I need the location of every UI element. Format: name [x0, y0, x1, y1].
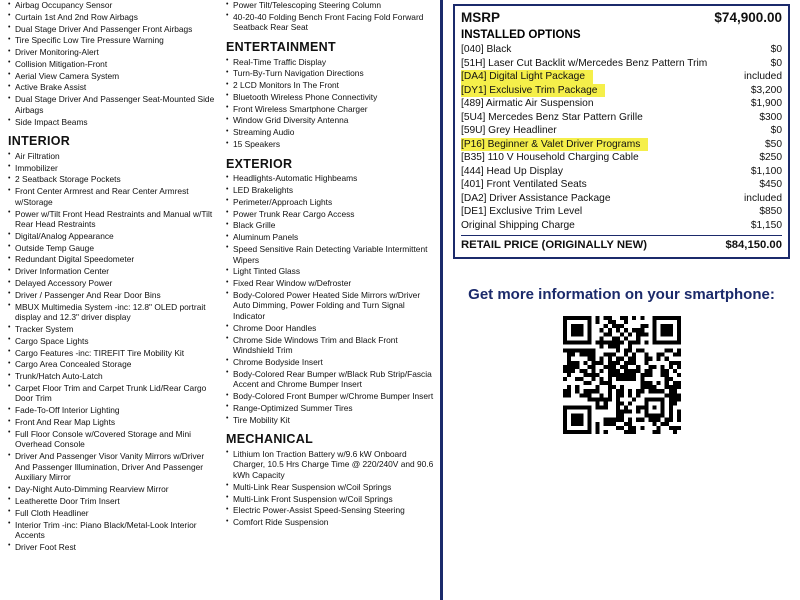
section-heading: ENTERTAINMENT [226, 39, 336, 54]
feature-item: • Full Cloth Headliner [8, 508, 216, 519]
feature-item: • Light Tinted Glass [226, 266, 434, 277]
feature-item: • Tracker System [8, 324, 216, 335]
option-row [461, 43, 782, 57]
feature-list [226, 449, 434, 528]
feature-item: • Real-Time Traffic Display [226, 57, 434, 68]
feature-item: • Driver Foot Rest [8, 542, 216, 553]
feature-list [226, 57, 434, 150]
feature-item: • Front Center Armrest and Rear Center Armrest w/Storage [8, 186, 216, 207]
section-heading: INTERIOR [8, 134, 71, 149]
option-row [461, 70, 782, 84]
feature-item: • Active Brake Assist [8, 82, 216, 93]
price-divider [461, 235, 782, 236]
feature-item: • Electric Power-Assist Speed-Sensing Steering [226, 505, 434, 516]
option-row [461, 192, 782, 206]
feature-item: • Tire Specific Low Tire Pressure Warning [8, 35, 216, 46]
option-label: [DA4] Digital Light Package [461, 70, 593, 84]
feature-item: • Chrome Bodyside Insert [226, 357, 434, 368]
option-row [461, 138, 782, 152]
feature-item: • Air Filtration [8, 151, 216, 162]
option-price: $850 [759, 206, 782, 217]
feature-item: • Redundant Digital Speedometer [8, 254, 216, 265]
feature-item: • Interior Trim -inc: Piano Black/Metal-Look Interior Accents [8, 520, 216, 541]
price-box [453, 4, 790, 259]
option-label: [DE1] Exclusive Trim Level [461, 206, 583, 217]
option-label: [DA2] Driver Assistance Package [461, 192, 611, 204]
feature-item: • Cargo Space Lights [8, 336, 216, 347]
feature-item: • Chrome Door Handles [226, 323, 434, 334]
option-row [461, 84, 782, 98]
feature-item: • Comfort Ride Suspension [226, 517, 434, 528]
feature-item: • Day-Night Auto-Dimming Rearview Mirror [8, 484, 216, 495]
feature-item: • Collision Mitigation-Front [8, 59, 216, 70]
feature-item: • Airbag Occupancy Sensor [8, 0, 216, 11]
option-price: included [744, 71, 782, 82]
option-label: [444] Head Up Display [461, 165, 563, 177]
retail-price-row [461, 238, 782, 253]
feature-item: • Driver And Passenger Visor Vanity Mirrors w/Driver And Passenger Illumination, Driver And Passenger Auxiliary Mirror [8, 451, 216, 483]
feature-item: • 2 Seatback Storage Pockets [8, 174, 216, 185]
feature-item: • Front Wireless Smartphone Charger [226, 104, 434, 115]
option-price: $250 [759, 152, 782, 163]
feature-item: • Body-Colored Power Heated Side Mirrors w/Driver Auto Dimming, Power Folding and Turn Signal Indicator [226, 290, 434, 322]
msrp-row [461, 9, 782, 26]
option-row [461, 111, 782, 125]
feature-list [226, 0, 434, 33]
feature-item: • Immobilizer [8, 163, 216, 174]
feature-item: • Multi-Link Rear Suspension w/Coil Springs [226, 482, 434, 493]
feature-item: • Power w/Tilt Front Head Restraints and Manual w/Tilt Rear Head Restraints [8, 209, 216, 230]
feature-item: • Black Grille [226, 220, 434, 231]
feature-item: • Body-Colored Rear Bumper w/Black Rub Strip/Fascia Accent and Chrome Bumper Insert [226, 369, 434, 390]
option-price: $3,200 [750, 84, 782, 96]
feature-item: • Leatherette Door Trim Insert [8, 496, 216, 507]
feature-item: • 40-20-40 Folding Bench Front Facing Fold Forward Seatback Rear Seat [226, 12, 434, 33]
feature-item: • Tire Mobility Kit [226, 415, 434, 426]
option-price: $0 [770, 125, 782, 136]
feature-item: • LED Brakelights [226, 185, 434, 196]
option-label: Original Shipping Charge [461, 219, 575, 231]
feature-item: • 2 LCD Monitors In The Front [226, 80, 434, 91]
feature-list [8, 151, 216, 553]
option-row [461, 124, 782, 138]
option-label: [489] Airmatic Air Suspension [461, 98, 594, 109]
feature-item: • Cargo Features -inc: TIREFIT Tire Mobility Kit [8, 348, 216, 359]
option-label: [B35] 110 V Household Charging Cable [461, 152, 639, 163]
feature-item: • Power Trunk Rear Cargo Access [226, 209, 434, 220]
feature-item: • 15 Speakers [226, 139, 434, 150]
option-label: [P16] Beginner & Valet Driver Programs [461, 138, 648, 152]
feature-item: • Aluminum Panels [226, 232, 434, 243]
feature-item: • Speed Sensitive Rain Detecting Variable Intermittent Wipers [226, 244, 434, 265]
feature-item: • Side Impact Beams [8, 117, 216, 128]
feature-item: • Full Floor Console w/Covered Storage and Mini Overhead Console [8, 429, 216, 450]
option-row [461, 205, 782, 219]
feature-item: • Power Tilt/Telescoping Steering Column [226, 0, 434, 11]
feature-item: • Range-Optimized Summer Tires [226, 403, 434, 414]
installed-options-label: INSTALLED OPTIONS [461, 28, 581, 41]
option-price: $0 [770, 57, 782, 69]
qr-code-icon[interactable] [563, 316, 681, 434]
installed-options-list [461, 43, 782, 232]
retail-price-value: $84,150.00 [725, 239, 782, 251]
feature-item: • Body-Colored Front Bumper w/Chrome Bumper Insert [226, 391, 434, 402]
option-price: $300 [759, 111, 782, 123]
feature-item: • Lithium Ion Traction Battery w/9.6 kW Onboard Charger, 10.5 Hrs Charge Time @ 220/240V and 90.6 kWh Capacity [226, 449, 434, 481]
section-heading: EXTERIOR [226, 156, 293, 171]
feature-item: • Headlights-Automatic Highbeams [226, 173, 434, 184]
feature-item: • Window Grid Diversity Antenna [226, 115, 434, 126]
feature-item: • Bluetooth Wireless Phone Connectivity [226, 92, 434, 103]
feature-list [8, 0, 216, 127]
feature-item: • Streaming Audio [226, 127, 434, 138]
option-label: [401] Front Ventilated Seats [461, 179, 587, 190]
section-heading: MECHANICAL [226, 432, 314, 447]
feature-item: • Delayed Accessory Power [8, 278, 216, 289]
option-price: $450 [759, 179, 782, 190]
feature-item: • Cargo Area Concealed Storage [8, 359, 216, 370]
feature-item: • Trunk/Hatch Auto-Latch [8, 371, 216, 382]
option-price: $0 [770, 44, 782, 55]
option-label: [5U4] Mercedes Benz Star Pattern Grille [461, 111, 643, 123]
retail-price-label: RETAIL PRICE (ORIGINALLY NEW) [461, 239, 647, 251]
feature-item: • Dual Stage Driver And Passenger Front Airbags [8, 24, 216, 35]
feature-item: • Turn-By-Turn Navigation Directions [226, 68, 434, 79]
feature-item: • MBUX Multimedia System -inc: 12.8" OLED portrait display and 12.3" driver display [8, 302, 216, 323]
qr-title: Get more information on your smartphone: [468, 286, 775, 303]
feature-item: • Fixed Rear Window w/Defroster [226, 278, 434, 289]
feature-item: • Outside Temp Gauge [8, 243, 216, 254]
feature-item: • Driver / Passenger And Rear Door Bins [8, 290, 216, 301]
option-price: included [744, 192, 782, 204]
option-price: $1,100 [750, 165, 782, 177]
feature-item: • Chrome Side Windows Trim and Black Front Windshield Trim [226, 335, 434, 356]
msrp-label: MSRP [461, 10, 501, 25]
option-row [461, 57, 782, 71]
option-price: $1,900 [750, 98, 782, 109]
feature-item: • Driver Information Center [8, 266, 216, 277]
qr-wrapper [453, 316, 790, 434]
option-label: [040] Black [461, 44, 512, 55]
feature-item: • Aerial View Camera System [8, 71, 216, 82]
feature-list [226, 173, 434, 425]
feature-item: • Driver Monitoring-Alert [8, 47, 216, 58]
feature-item: • Front And Rear Map Lights [8, 417, 216, 428]
feature-item: • Perimeter/Approach Lights [226, 197, 434, 208]
feature-item: • Curtain 1st And 2nd Row Airbags [8, 12, 216, 23]
option-row [461, 151, 782, 165]
option-row [461, 178, 782, 192]
pricing-panel [443, 0, 800, 600]
feature-item: • Fade-To-Off Interior Lighting [8, 405, 216, 416]
option-row [461, 165, 782, 179]
msrp-value: $74,900.00 [714, 10, 782, 25]
option-row [461, 97, 782, 111]
feature-item: • Dual Stage Driver And Passenger Seat-Mounted Side Airbags [8, 94, 216, 115]
option-label: [59U] Grey Headliner [461, 125, 557, 136]
option-price: $1,150 [750, 219, 782, 231]
option-label: [51H] Laser Cut Backlit w/Mercedes Benz Pattern Trim [461, 57, 708, 69]
option-price: $50 [765, 138, 782, 150]
features-column-1 [8, 0, 216, 600]
feature-item: • Digital/Analog Appearance [8, 231, 216, 242]
option-row [461, 219, 782, 233]
features-column-2 [226, 0, 434, 600]
feature-item: • Carpet Floor Trim and Carpet Trunk Lid/Rear Cargo Door Trim [8, 383, 216, 404]
feature-item: • Multi-Link Front Suspension w/Coil Springs [226, 494, 434, 505]
option-label: [DY1] Exclusive Trim Package [461, 84, 605, 98]
